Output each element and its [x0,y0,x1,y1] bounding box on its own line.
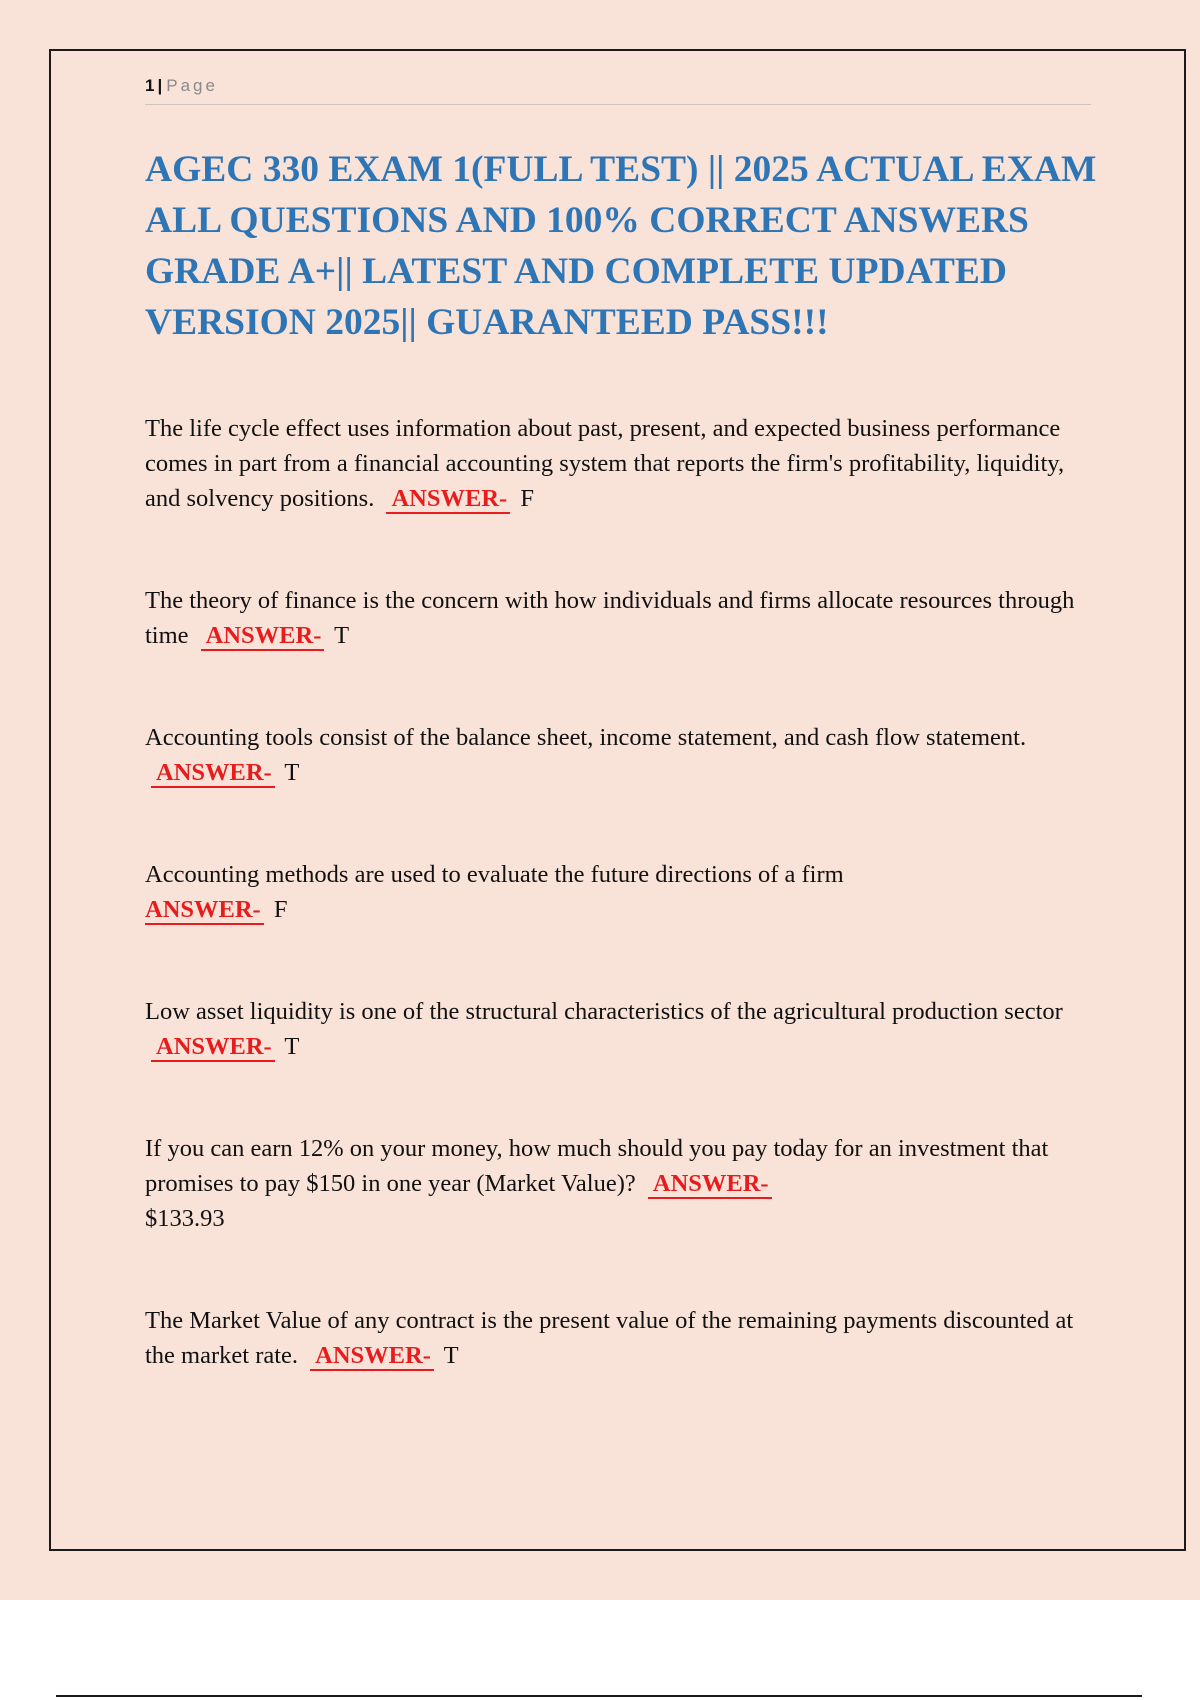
qa-item [145,994,1085,1064]
answer-label: ANSWER- [648,1170,772,1199]
page-header [145,74,1091,105]
answer-label: ANSWER- [151,759,275,788]
qa-item [145,1303,1085,1373]
answer-label: ANSWER- [310,1342,434,1371]
qa-item [145,857,1085,927]
question-text: Accounting tools consist of the balance sheet, income statement, and cash flow statement. [145,724,1027,751]
answer-value: T [284,759,300,786]
answer-value: F [520,485,534,512]
qa-item [145,411,1085,516]
question-text: The life cycle effect uses information about past, present, and expected business performance comes in part from a financial accounting system that reports the firm's profitability, liquidity, and solvency positions. [145,415,1065,512]
answer-value: $133.93 [145,1205,225,1232]
question-text: Low asset liquidity is one of the structural characteristics of the agricultural production sector [145,998,1063,1025]
qa-item [145,720,1085,790]
question-text: The Market Value of any contract is the present value of the remaining payments discounted at the market rate. [145,1307,1074,1369]
answer-value: T [334,622,350,649]
question-text: If you can earn 12% on your money, how much should you pay today for an investment that promises to pay $150 in one year (Market Value)? [145,1135,1049,1197]
answer-label: ANSWER- [145,896,264,925]
answer-value: T [443,1342,459,1369]
document-title: AGEC 330 EXAM 1(FULL TEST) || 2025 ACTUAL EXAM ALL QUESTIONS AND 100% CORRECT ANSWERS GRADE A+|| LATEST AND COMPLETE UPDATED VERSION 2025|| GUARANTEED PASS!!! [145,149,1097,343]
question-text: Accounting methods are used to evaluate the future directions of a firm [145,861,844,888]
answer-label: ANSWER- [151,1033,275,1062]
bottom-rule [56,1695,1142,1697]
qa-item [145,1131,1085,1236]
qa-list [145,411,1085,1440]
page-separator: | [157,76,163,95]
qa-item [145,583,1085,653]
page-number: 1 [145,76,155,95]
question-text: The theory of finance is the concern with how individuals and firms allocate resources through time [145,587,1075,649]
answer-label: ANSWER- [386,485,510,514]
answer-label: ANSWER- [201,622,325,651]
page-word: Page [166,76,218,95]
answer-value: F [273,896,288,923]
answer-value: T [284,1033,300,1060]
